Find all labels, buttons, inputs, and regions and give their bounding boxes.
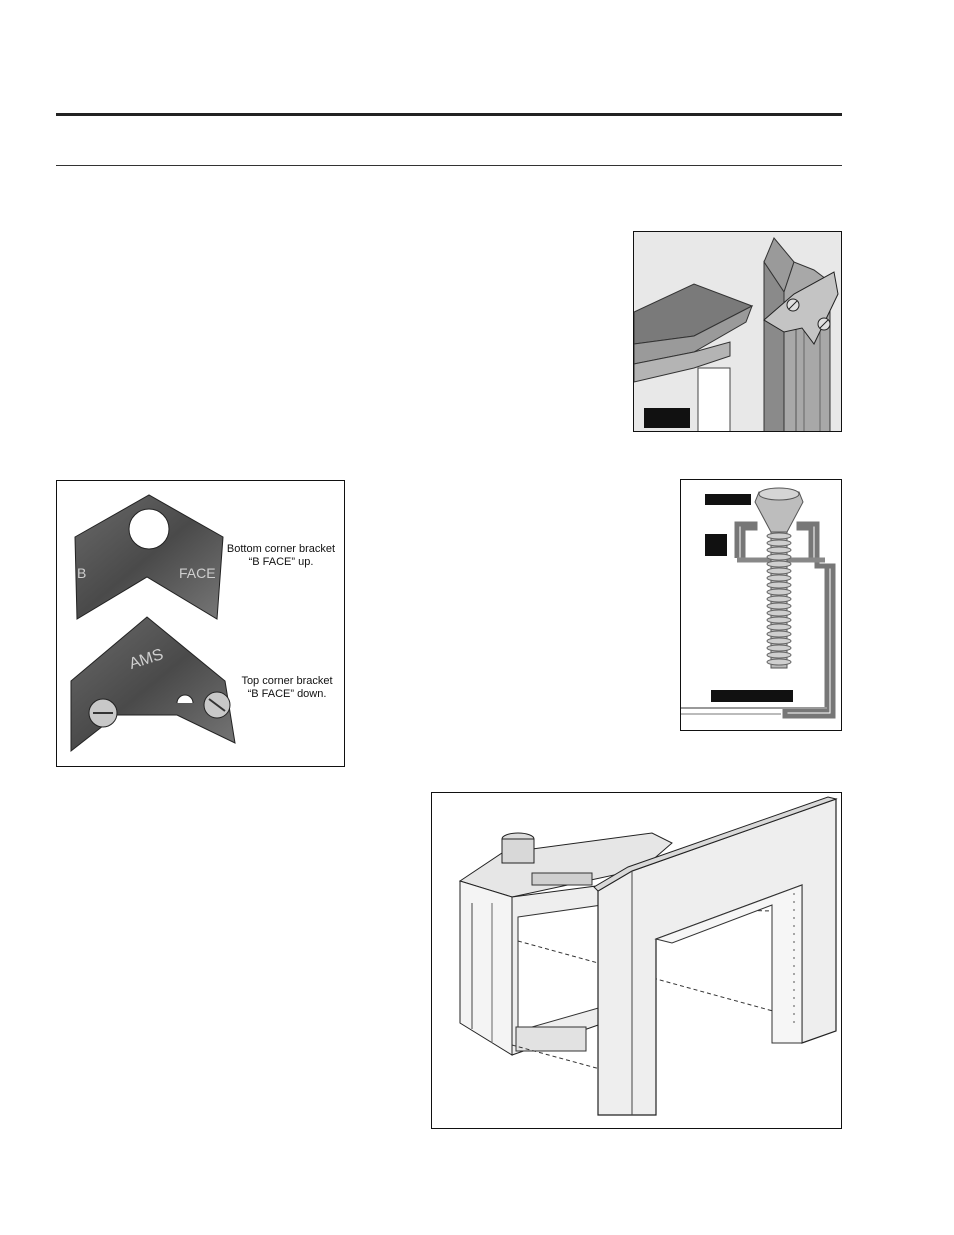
screw-thread (767, 638, 791, 644)
screw-thread (767, 575, 791, 581)
screw-thread (767, 645, 791, 651)
screw-thread (767, 631, 791, 637)
top-bracket-caption (235, 675, 339, 701)
bottom-bracket-caption-line2: “B FACE” up. (248, 556, 314, 568)
top-bracket-caption-line1: Top corner bracket (241, 675, 333, 687)
bottom-bracket-caption-line1: Bottom corner bracket (226, 543, 336, 555)
corner-bracket-icon (57, 481, 345, 767)
screw-thread (767, 624, 791, 630)
fireplace-assembly-icon (432, 793, 842, 1129)
screw-thread (767, 603, 791, 609)
screw-thread (767, 582, 791, 588)
stamp-face-text: FACE (179, 565, 216, 581)
fireplace-assembly-figure (431, 792, 842, 1129)
screw-thread (767, 659, 791, 665)
stamp-b-text: B (77, 565, 87, 581)
screw-thread (767, 547, 791, 553)
screw-thread (767, 617, 791, 623)
screw-thread (767, 540, 791, 546)
stamp-ams-text: AMS (127, 646, 166, 673)
bottom-bracket-caption (221, 543, 341, 569)
frame-corner-figure (633, 231, 842, 432)
screw-thread (767, 589, 791, 595)
top-bracket-caption-line2: “B FACE” down. (247, 688, 327, 700)
screw-thread (767, 652, 791, 658)
frame-corner-icon (634, 232, 842, 432)
screw-channel-figure (680, 479, 842, 731)
screw-thread (767, 533, 791, 539)
header-rule-thick (56, 113, 842, 116)
screw-thread (767, 561, 791, 567)
corner-brackets-figure (56, 480, 345, 767)
screw-channel-icon (681, 480, 842, 731)
header-rule-thin (56, 165, 842, 166)
screw-thread (767, 596, 791, 602)
screw-thread (767, 568, 791, 574)
screw-thread (767, 554, 791, 560)
screw-thread (767, 610, 791, 616)
